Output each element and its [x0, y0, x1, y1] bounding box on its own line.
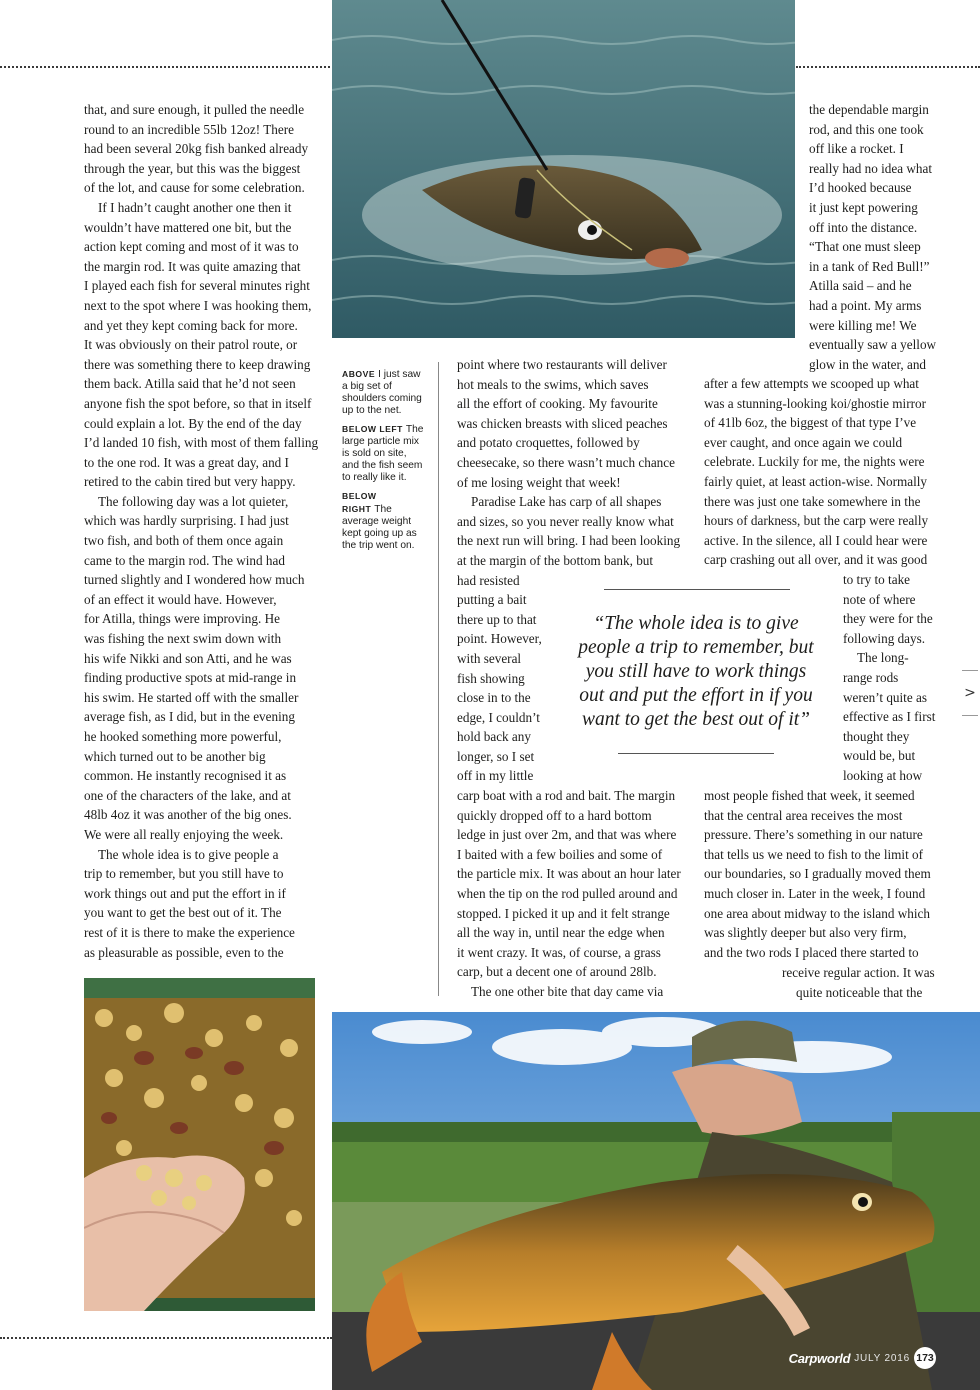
text-line: wouldn’t have mattered one bit, but the	[84, 219, 292, 235]
text-line: when the tip on the rod pulled around and	[457, 886, 678, 902]
text-line: range rods	[843, 669, 899, 685]
text-line: ever caught, and once again we could	[704, 434, 903, 450]
text-line: there was just one take somewhere in the	[704, 493, 921, 509]
text-line: and the two rods I placed there started to	[704, 944, 919, 960]
text-line: It was obviously on their patrol route, or	[84, 337, 298, 353]
text-line: rest of it is there to make the experience	[84, 924, 295, 940]
text-line: in a tank of Red Bull!”	[809, 258, 930, 274]
text-line: really had no idea what	[809, 160, 933, 176]
text-line: at the margin of the bottom bank, but	[457, 552, 654, 568]
pull-quote	[560, 612, 832, 732]
text-line: round to an incredible 55lb 12oz! There	[84, 121, 294, 137]
text-line: for Atilla, things were improving. He	[84, 611, 280, 627]
text-line: of the lot, and cause for some celebration.	[84, 180, 305, 196]
text-line: was chicken breasts with sliced peaches	[457, 415, 668, 431]
text-line: one area about midway to the island which	[704, 905, 930, 921]
text-line: was a stunning-looking koi/ghostie mirror	[704, 395, 926, 411]
text-line: quickly dropped off to a hard bottom	[457, 807, 652, 823]
text-line: and yet they kept coming back for more.	[84, 317, 298, 333]
text-line: had been several 20kg fish banked already	[84, 141, 309, 157]
pullquote-top-rule	[604, 589, 790, 590]
text-line: was fishing the next swim down with	[84, 631, 282, 647]
pullquote-bottom-rule	[618, 753, 774, 754]
text-line: trip to remember, but you still have to	[84, 866, 284, 882]
text-line: that, and sure enough, it pulled the needle	[84, 102, 305, 117]
text-line: were killing me! We	[809, 317, 917, 333]
text-line: “That one must sleep	[809, 239, 921, 255]
photo-captions	[342, 368, 426, 558]
caption-below-left	[342, 423, 426, 484]
text-line: could explain a lot. By the end of the day	[84, 415, 302, 431]
text-line: I’d landed 10 fish, with most of them falling	[84, 435, 319, 451]
text-line: I’d hooked because	[809, 180, 912, 196]
text-line: We were all really enjoying the week.	[84, 826, 284, 842]
text-line: them back. Atilla said that he’d not seen	[84, 376, 296, 392]
caption-below-right	[342, 490, 426, 552]
text-line: carp, but a decent one of around 28lb.	[457, 964, 657, 980]
text-line: fish showing	[457, 670, 525, 686]
article-column-3-top	[809, 100, 959, 374]
pullquote-line: want to get the best out of it”	[581, 709, 811, 730]
text-line: I played each fish for several minutes right	[84, 278, 310, 294]
text-line: retired to the cabin tired but very happy.	[84, 474, 296, 490]
text-line: stopped. I picked it up and it felt strange	[457, 905, 670, 921]
text-line: following days.	[843, 630, 926, 646]
paragraph-1	[457, 355, 687, 492]
caption-label: ABOVE	[342, 369, 376, 379]
text-line: as pleasurable as possible, even to the	[84, 944, 284, 960]
text-line: carp crashing out all over, and it was good	[704, 552, 928, 568]
text-line: average fish, as I did, but in the evening	[84, 709, 295, 725]
right-photo-angler-with-carp	[332, 1012, 980, 1390]
text-line: longer, so I set	[457, 748, 535, 764]
text-line: the margin rod. It was quite amazing that	[84, 258, 301, 274]
text-line: they were for the	[843, 611, 933, 627]
text-line: note of where	[843, 591, 916, 607]
text-line: looking at how	[843, 767, 923, 783]
text-line: it just kept powering	[809, 199, 918, 215]
text-line: two fish, and both of them once again	[84, 533, 284, 549]
text-line: celebrate. Luckily for me, the nights were	[704, 454, 925, 470]
paragraph-4	[84, 845, 316, 963]
pullquote-line: people a trip to remember, but	[578, 637, 814, 658]
magazine-brand: Carpworld	[788, 1350, 851, 1366]
text-line: was slightly deeper but also very firm,	[704, 925, 907, 941]
caption-text: The large particle mix is sold on site, and the fish seem to really like it.	[342, 424, 424, 483]
text-line: there up to that	[457, 611, 537, 627]
text-line: had a point. My arms	[809, 297, 922, 313]
text-line: point. However,	[457, 631, 542, 647]
text-line: one of the characters of the lake, and at	[84, 787, 291, 803]
text-line: pressure. There’s something in our nature	[704, 827, 923, 843]
text-line: and potato croquettes, followed by	[457, 435, 640, 451]
text-line: most people fished that week, it seemed	[704, 788, 915, 803]
page-number: 173	[914, 1347, 936, 1369]
text-line: much closer in. Later in the week, I found	[704, 885, 926, 901]
text-line: of 41lb 6oz, the biggest of that type I’ve	[704, 415, 917, 431]
paragraph-3	[84, 492, 316, 845]
article-column-3-narrow	[843, 570, 938, 786]
text-line: turned slightly and I wondered how much	[84, 572, 305, 588]
paragraph-1	[84, 100, 316, 198]
text-line: he hooked something more powerful,	[84, 729, 282, 744]
text-line: that tells us we need to fish to the limit of	[704, 846, 924, 862]
text-line: The whole idea is to give people a	[98, 846, 279, 862]
pullquote-line: out and put the effort in if you	[579, 685, 813, 706]
text-line: 48lb 4oz it was another of the big ones.	[84, 807, 292, 823]
text-line: through the year, but this was the biggest	[84, 160, 301, 176]
text-line: had resisted	[457, 572, 520, 588]
text-line: finding productive spots at mid-range in	[84, 670, 297, 686]
article-column-3-wide	[704, 374, 934, 570]
text-line: close in to the	[457, 690, 531, 706]
text-line: active. In the silence, all I could hear were	[704, 532, 928, 548]
article-column-3-tail	[782, 963, 934, 1002]
text-line: all the effort of cooking. My favourite	[457, 396, 658, 412]
text-line: work things out and put the effort in if	[84, 885, 286, 901]
caption-label: BELOW RIGHT	[342, 491, 377, 514]
text-line: hours of darkness, but the carp were really	[704, 513, 929, 529]
text-line: The long-	[857, 650, 909, 666]
text-line: If I hadn’t caught another one then it	[98, 199, 292, 215]
text-line: all the way in, until near the edge when	[457, 925, 665, 941]
text-line: glow in the water, and	[809, 356, 927, 372]
text-line: his wife Nikki and son Atti, and he was	[84, 650, 292, 666]
text-line: which was hardly surprising. I had just	[84, 513, 289, 529]
article-column-1	[84, 100, 319, 962]
pullquote-line: you still have to work things	[585, 661, 807, 682]
issue-date: JULY 2016	[854, 1352, 910, 1364]
text-line: weren’t quite as	[843, 689, 927, 705]
text-line: next to the spot where I was hooking them,	[84, 297, 312, 313]
top-left-dotted-rule	[0, 66, 330, 68]
text-line: Atilla said – and he	[809, 278, 912, 294]
text-line: came to the margin rod. The wind had	[84, 552, 285, 568]
text-line: carp boat with a rod and bait. The margin	[457, 788, 676, 804]
text-line: off into the distance.	[809, 219, 918, 235]
text-line: quite noticeable that the	[796, 984, 923, 1000]
text-line: and sizes, so you never really know what	[457, 513, 674, 529]
caption-text: I just saw a big set of shoulders coming up to the net.	[342, 369, 422, 416]
text-line: which turned out to be another big	[84, 748, 266, 764]
text-line: to the one rod. It was a great day, and I	[84, 454, 289, 470]
paragraph-2	[457, 492, 687, 982]
top-photo-image	[332, 0, 795, 338]
text-line: that the central area receives the most	[704, 807, 903, 823]
text-line: it went crazy. It was, of course, a grass	[457, 944, 661, 960]
next-page-arrow-icon[interactable]: >	[962, 670, 978, 716]
text-line: off like a rocket. I	[809, 141, 904, 157]
text-line: effective as I first	[843, 709, 936, 725]
text-line: thought they	[843, 728, 910, 744]
text-line: cheesecake, so there wasn’t much chance	[457, 454, 675, 470]
text-line: you want to get the best out of it. The	[84, 905, 282, 921]
bottom-left-dotted-rule	[0, 1337, 332, 1339]
left-photo-particle-mix	[84, 978, 315, 1311]
article-column-3-lower	[704, 786, 934, 962]
text-line: our boundaries, so I gradually moved them	[704, 866, 931, 882]
text-line: action kept coming and most of it was to	[84, 239, 299, 255]
text-line: receive regular action. It was	[782, 965, 935, 980]
text-line: Paradise Lake has carp of all shapes	[471, 494, 662, 510]
top-right-dotted-rule	[796, 66, 980, 68]
text-line: off in my little	[457, 768, 534, 784]
paragraph-2	[84, 198, 319, 492]
text-line: to try to take	[843, 572, 911, 587]
page-footer	[789, 1347, 936, 1369]
text-line: eventually saw a yellow	[809, 337, 937, 353]
text-line: of an effect it would have. However,	[84, 591, 277, 607]
text-line: of me losing weight that week!	[457, 474, 621, 490]
text-line: the dependable margin	[809, 102, 929, 117]
text-line: I baited with a few boilies and some of	[457, 846, 663, 862]
text-line: anyone fish the spot before, so that in itself	[84, 395, 312, 411]
text-line: fairly quiet, at least action-wise. Normally	[704, 473, 928, 489]
text-line: hot meals to the swims, which saves	[457, 376, 649, 392]
caption-text: The average weight kept going up as the trip went on.	[342, 504, 417, 551]
text-line: common. He instantly recognised it as	[84, 768, 287, 784]
top-photo-carp-hooked	[332, 0, 795, 338]
text-line: after a few attempts we scooped up what	[704, 376, 919, 391]
text-line: The following day was a lot quieter,	[98, 493, 289, 509]
caption-above	[342, 368, 426, 417]
text-line: the particle mix. It was about an hour later	[457, 866, 681, 882]
text-line: with several	[457, 650, 522, 666]
text-line: there was something there to keep drawing	[84, 356, 311, 372]
text-line: rod, and this one took	[809, 121, 924, 137]
text-line: would be, but	[843, 748, 916, 764]
text-line: hold back any	[457, 729, 531, 745]
caption-label: BELOW LEFT	[342, 424, 403, 434]
text-line: edge, I couldn’t	[457, 709, 540, 725]
text-line: point where two restaurants will deliver	[457, 357, 667, 372]
right-photo-image	[332, 1012, 980, 1390]
text-line: putting a bait	[457, 592, 527, 608]
column-divider	[438, 362, 439, 996]
text-line: the next run will bring. I had been looking	[457, 533, 681, 549]
text-line: The one other bite that day came via	[471, 984, 664, 999]
text-line: ledge in just over 2m, and that was where	[457, 827, 677, 843]
text-line: his swim. He started off with the smaller	[84, 689, 299, 705]
pullquote-line: “The whole idea is to give	[593, 613, 799, 634]
paragraph-3	[457, 982, 687, 1002]
left-photo-image	[84, 978, 315, 1311]
